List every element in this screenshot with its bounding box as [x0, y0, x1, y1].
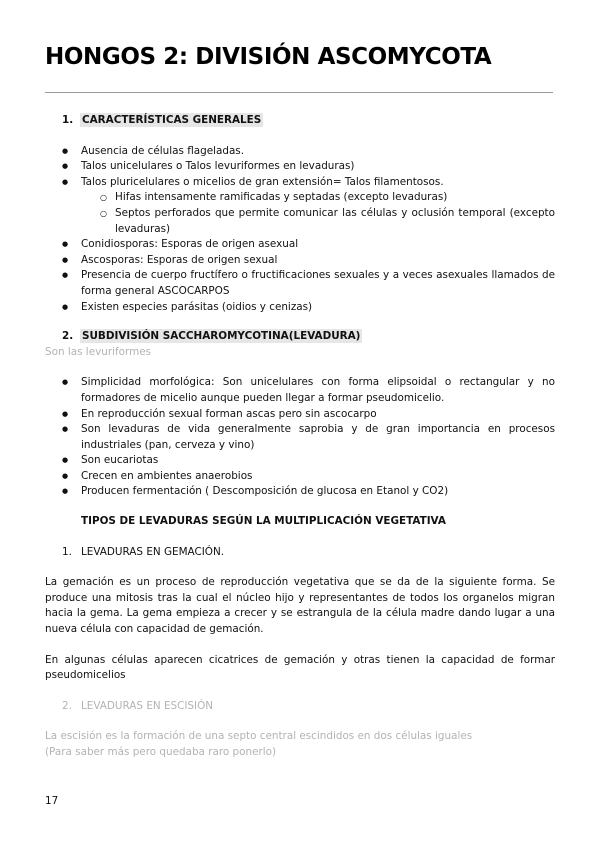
list-item: ● Producen fermentación ( Descomposición de glucosa en Etanol y CO2) — [45, 484, 555, 500]
title-divider — [45, 92, 553, 93]
document-body — [45, 113, 555, 761]
escision-line-2: (Para saber más pero quedaba raro ponerlo) — [45, 746, 277, 758]
escision-heading — [45, 699, 555, 715]
list-item: ● Ausencia de células flageladas. — [45, 144, 555, 160]
page-title: HONGOS 2: DIVISIÓN ASCOMYCOTA — [45, 44, 492, 70]
levaduras-types-heading: TIPOS DE LEVADURAS SEGÚN LA MULTIPLICACIÓN VEGETATIVA — [81, 515, 446, 528]
escision-title: LEVADURAS EN ESCISIÓN — [81, 699, 214, 712]
section-1-list — [45, 144, 555, 316]
list-item: ● Son levaduras de vida generalmente saprobia y de gran importancia en procesos industriales (pan, cerveza y vino) — [45, 422, 555, 453]
gemacion-number: 1. — [62, 545, 72, 558]
list-item: ● Talos unicelulares o Talos levuriformes en levaduras) — [45, 159, 555, 175]
list-item: ● En reproducción sexual forman ascas pero sin ascocarpo — [45, 407, 555, 423]
list-item: ● Talos pluricelulares o micelios de gran extensión= Talos filamentosos. — [45, 175, 555, 191]
section-2-heading — [45, 329, 555, 345]
list-item: ● Existen especies parásitas (oidios y cenizas) — [45, 300, 555, 316]
section-1-title: CARACTERÍSTICAS GENERALES — [82, 114, 262, 126]
gemacion-heading — [45, 545, 555, 561]
section-1-number: 1. — [62, 114, 74, 126]
section-1-heading — [45, 113, 555, 129]
escision-line-1: La escisión es la formación de una septo central escindidos en dos células iguales — [45, 730, 473, 743]
list-item: ● Crecen en ambientes anaerobios — [45, 469, 555, 485]
sub-list-item: ○ Hifas intensamente ramificadas y septadas (excepto levaduras) — [45, 190, 555, 206]
section-2-title: SUBDIVISIÓN SACCHAROMYCOTINA(LEVADURA) — [82, 330, 361, 343]
page-number: 17 — [45, 795, 59, 807]
section-2-list — [45, 375, 555, 500]
list-item: ● Simplicidad morfológica: Son unicelulares con forma elipsoidal o rectangular y no formadores de micelio aunque pueden llegar a formar pseudomicelio. — [45, 375, 555, 406]
gemacion-paragraph-2: En algunas células aparecen cicatrices de gemación y otras tienen la capacidad de formar pseudomicelios — [45, 653, 555, 682]
list-item: ● Ascosporas: Esporas de origen sexual — [45, 253, 555, 269]
escision-number: 2. — [62, 699, 72, 712]
section-2-number: 2. — [62, 330, 74, 343]
section-2-note: Son las levuriformes — [45, 345, 152, 358]
list-item: ● Son eucariotas — [45, 453, 555, 469]
list-item: ● Presencia de cuerpo fructífero o fructificaciones sexuales y a veces asexuales llamados de forma general ASCOCARPOS — [45, 268, 555, 299]
gemacion-title: LEVADURAS EN GEMACIÓN. — [81, 545, 225, 558]
sub-list-item: ○ Septos perforados que permite comunicar las células y oclusión temporal (excepto levaduras) — [45, 206, 555, 237]
gemacion-paragraph-1: La gemación es un proceso de reproducción vegetativa que se da de la siguiente forma. Se produce una mitosis tras la cual el núcleo hijo y representantes de todos los organelos migran hacia la gema. La gema empieza a crecer y se estrangula de la célula madre dando lugar a una nueva célula con capacidad de gemación. — [45, 576, 555, 636]
list-item: ● Conidiosporas: Esporas de origen asexual — [45, 237, 555, 253]
